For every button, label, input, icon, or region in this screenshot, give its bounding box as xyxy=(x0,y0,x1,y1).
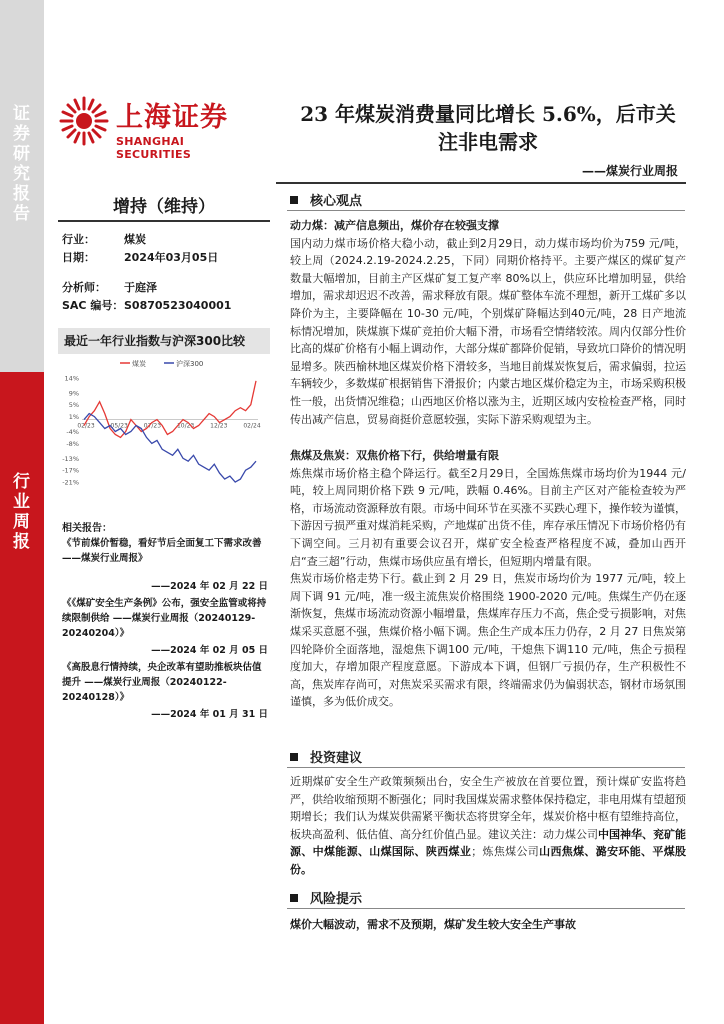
meta-analyst xyxy=(62,279,157,295)
coking-coal-heading: 焦煤及焦炭：双焦价格下行，供给增量有限 xyxy=(290,449,499,462)
sidebar-char: 告 xyxy=(13,204,31,224)
y-tick-label: -17% xyxy=(62,466,79,475)
sidebar-char: 研 xyxy=(13,144,31,164)
invest-coking-intro: ；炼焦煤公司 xyxy=(471,845,540,859)
meta-industry-label: 行业： xyxy=(62,233,95,246)
section-invest-heading: 投资建议 xyxy=(290,747,362,766)
related-report-1: 《节前煤价暂稳，看好节后全面复工下需求改善——煤炭行业周报》 xyxy=(62,538,262,564)
related-report-3-date: ——2024 年 01 月 31 日 xyxy=(151,709,268,720)
chart-title: 最近一年行业指数与沪深300比较 xyxy=(58,328,270,354)
company-logo xyxy=(58,95,248,161)
sidebar-bottom-label xyxy=(4,472,40,552)
sidebar-char: 周 xyxy=(13,512,31,532)
index-comparison-chart xyxy=(58,328,270,500)
meta-sac-value: S0870523040001 xyxy=(124,299,232,312)
rating-divider xyxy=(58,220,270,222)
report-title xyxy=(276,100,700,156)
x-tick-label: 12/23 xyxy=(210,422,228,430)
core-thermal-coal xyxy=(290,217,686,428)
sidebar-char: 报 xyxy=(13,532,31,552)
sidebar-char: 报 xyxy=(13,184,31,204)
logo-english-name: SHANGHAI SECURITIES xyxy=(116,135,192,161)
rating: 增持（维持） xyxy=(113,197,215,217)
x-tick-label: 02/24 xyxy=(243,422,261,430)
legend-label: 沪深300 xyxy=(176,360,204,368)
related-report-2-date: ——2024 年 02 月 05 日 xyxy=(151,645,268,656)
invest-coking-picks: 山西焦煤、潞安环能、平煤股份。 xyxy=(290,845,687,876)
invest-text: 近期煤矿安全生产政策频频出台，安全生产被放在首要位置，预计煤矿安监将趋严，供给收缩预期不断强化；同时我国煤炭需求整体保持稳定，非电用煤有望超预期增长；我们认为煤炭供需紧平衡状态将贯穿全年，煤炭价格中枢有望维持高位，板块高盈利、低估值、高分红价值凸显。建议关注：动力煤公司 xyxy=(290,775,686,841)
sidebar-char: 究 xyxy=(13,164,31,184)
meta-industry xyxy=(62,231,146,247)
y-tick-label: 1% xyxy=(68,413,79,422)
sidebar-red-band xyxy=(0,372,44,1024)
related-report-1-date: ——2024 年 02 月 22 日 xyxy=(151,581,268,592)
x-tick-label: 02/23 xyxy=(77,422,95,430)
y-tick-label: 5% xyxy=(68,401,79,410)
sidebar-top-label xyxy=(4,104,40,224)
section-invest-divider xyxy=(287,767,685,768)
title-divider xyxy=(276,182,686,184)
chart-plot xyxy=(58,354,270,500)
section-risk-divider xyxy=(287,908,685,909)
thermal-coal-heading: 动力煤：减产信息频出，煤价存在较强支撑 xyxy=(290,219,499,232)
core-coking-coal xyxy=(290,447,686,711)
report-subtitle: ——煤炭行业周报 xyxy=(581,164,678,178)
sidebar-char: 证 xyxy=(13,104,31,124)
y-tick-label: 9% xyxy=(68,389,79,398)
related-reports-title: 相关报告： xyxy=(62,523,112,534)
sidebar xyxy=(0,0,44,1024)
legend-label: 煤炭 xyxy=(132,360,146,368)
series-line-coal xyxy=(84,381,256,438)
coking-coal-body-2: 焦炭市场价格走势下行。截止到 2 月 29 日，焦炭市场均价为 1977 元/吨，较上周下调 91 元/吨，准一级主流焦炭价格围绕 1900-2020 元/吨。焦煤生产仍在逐渐恢复，焦煤市场流动资源小幅增量，焦煤库存压力不高，焦企受亏损影响，对焦煤采买意愿不强，焦煤价格小幅下调。焦企生产成本压力仍存，2 月 27 日焦炭第四轮降价全面落地，湿熄焦下调100 元/吨，干熄焦下调110 元/吨，焦企亏损程度加大，存增加限产程度意愿。下游成本下调，但钢厂亏损仍存，生产积极性不高，焦炭库存尚可，对焦炭采买需求有限，终端需求仍为偏弱状态，钢材市场氛围谨慎，多为低价成交。 xyxy=(290,572,686,709)
invest-thermal-picks: 中国神华、兖矿能源、中煤能源、山煤国际、陕西煤业 xyxy=(290,827,686,859)
x-tick-label: 07/23 xyxy=(143,422,162,430)
sidebar-top-band xyxy=(0,0,44,372)
section-risk-heading: 风险提示 xyxy=(290,888,362,907)
meta-analyst-label: 分析师： xyxy=(62,281,106,294)
risk-body: 煤价大幅波动，需求不及预期，煤矿发生较大安全生产事故 xyxy=(290,918,576,931)
report-title-line2: 注非电需求 xyxy=(438,130,538,154)
x-tick-label: 10/23 xyxy=(176,422,195,430)
meta-analyst-value: 于庭泽 xyxy=(124,281,157,294)
y-tick-label: 14% xyxy=(64,374,79,383)
y-tick-label: -4% xyxy=(66,427,79,436)
related-report-2: 《《煤矿安全生产条例》公布，强安全监管或将持续限制供给 ——煤炭行业周报（20240129-20240204）》 xyxy=(62,598,267,639)
invest-body xyxy=(290,773,686,879)
sidebar-char: 券 xyxy=(13,124,31,144)
meta-industry-value: 煤炭 xyxy=(124,233,146,246)
report-title-line1: 23 年煤炭消费量同比增长 5.6%，后市关 xyxy=(300,102,676,126)
sidebar-char: 业 xyxy=(13,492,31,512)
related-report-3: 《高股息行情持续，央企改革有望助推板块估值提升 ——煤炭行业周报（20240122-20240128）》 xyxy=(62,662,262,703)
y-tick-label: -8% xyxy=(66,439,79,448)
y-tick-label: -21% xyxy=(62,478,79,487)
section-core-heading: 核心观点 xyxy=(290,190,362,209)
logo-emblem-icon xyxy=(58,95,110,147)
thermal-coal-body: 国内动力煤市场价格大稳小动，截止到2月29日，动力煤市场均价为759 元/吨，较上周（2024.2.19-2024.2.25，下同）同期价格持平。主要产煤区的煤矿复产数量大幅增加，目前主产区煤矿复工复产率 80%以上，供应环比增加明显，供给增加，需求却迟迟不改善，需求释放有限。煤矿整体车流不理想，新开工煤矿多以降价为主，主要降幅在 10-30 元/吨，个别煤矿降幅达到40元/吨，28 日产地流标情况增加，陕煤旗下煤矿竞拍价大幅下滑，市场看空情绪较浓。周内仅部分性价比高的煤矿价格有小幅上调动作，大部分煤矿都降价促销，导致坑口降价的情况明显增多。陕西榆林地区煤炭价格下滑较多，当地目前煤炭恢复后，需求偏弱，拉运车辆较少，多数煤矿根据销售下滑报价；内蒙古地区煤价稳定为主，市场采购积极性一般，出货情况维稳；山西地区价格以涨为主，近期区域内安检检查严格，同时传出减产信息，贸易商挺价意愿较强，实际下游采购观望为主。 xyxy=(290,236,686,426)
meta-date-label: 日期： xyxy=(62,251,95,264)
sidebar-char: 行 xyxy=(13,472,31,492)
meta-sac-label: SAC 编号： xyxy=(62,299,124,312)
x-tick-label: 05/23 xyxy=(110,422,128,430)
coking-coal-body-1: 炼焦煤市场价格主稳个降运行。截至2月29日，全国炼焦煤市场均价为1944 元/吨，较上周同期价格下跌 9 元/吨，跌幅 0.46%。目前主产区对产能检查较为严格，市场流动资源释放有限。市场中间环节在买涨不买跌心理下，操作较为谨慎，下游因亏损严重对煤消耗采购，产地煤矿出货不佳，库存承压情况下市场价格仍有下调空间。三月初有重要会议召开，煤矿安全检查严格程度不减，叠加山西开启“查三超”行动，焦煤市场供应虽有增长，但短期内增量有限。 xyxy=(290,466,686,568)
section-core-divider xyxy=(287,210,685,211)
meta-sac xyxy=(62,297,231,313)
meta-date-value: 2024年03月05日 xyxy=(124,251,219,264)
y-tick-label: -13% xyxy=(62,454,79,463)
meta-date xyxy=(62,249,218,265)
logo-chinese-name: 上海证券 xyxy=(116,102,228,133)
